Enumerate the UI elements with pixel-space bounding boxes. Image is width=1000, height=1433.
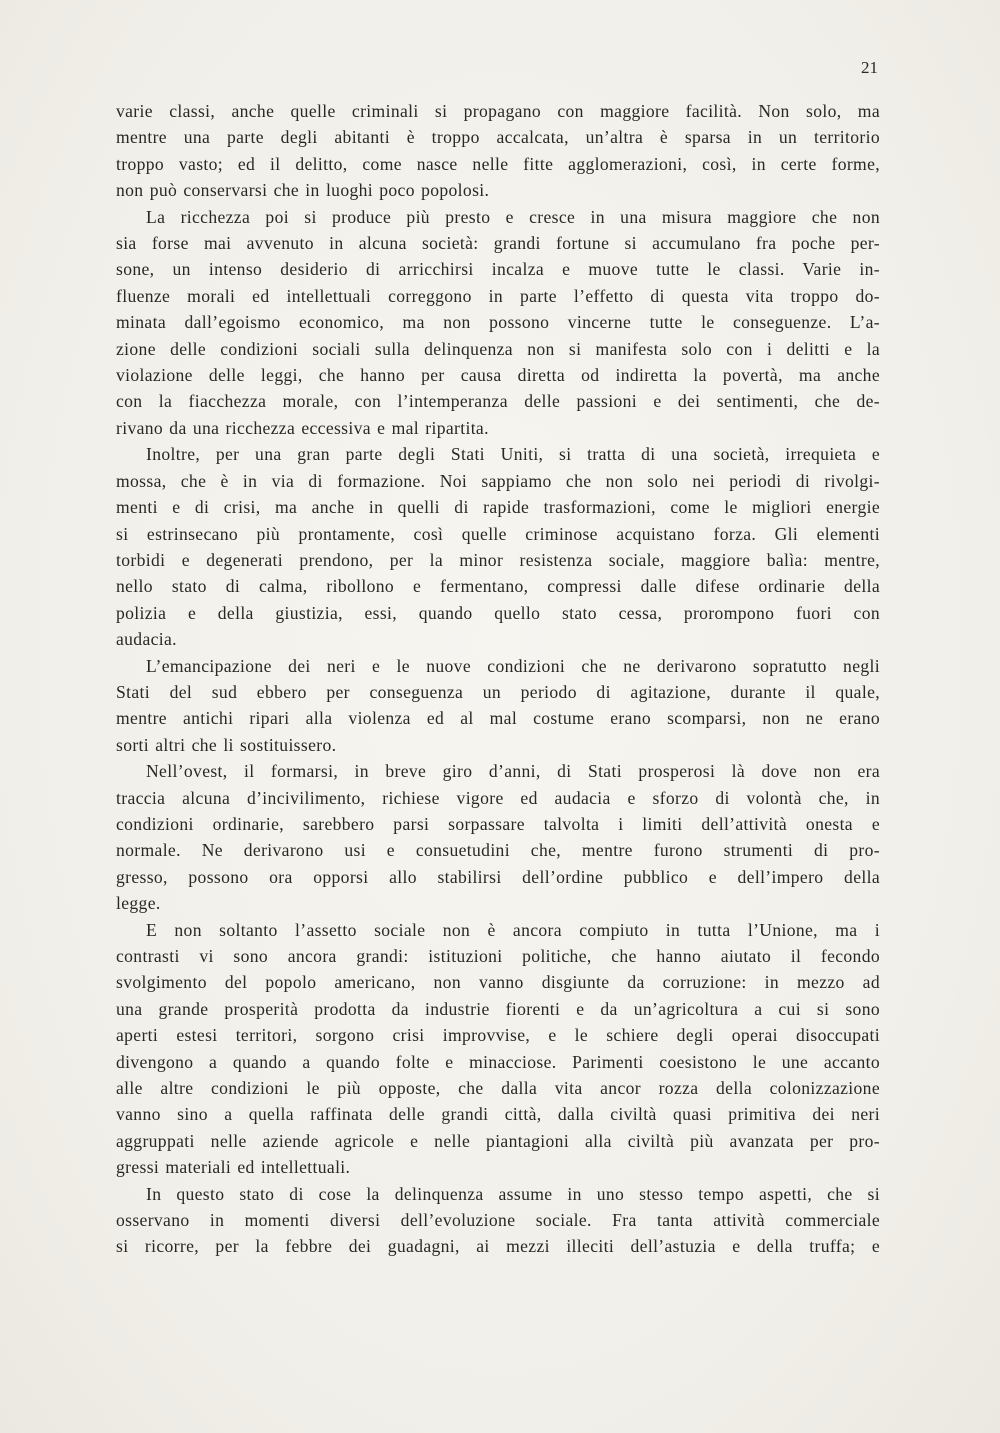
text-line: contrasti vi sono ancora grandi: istituzioni politiche, che hanno aiutato il fecondo — [116, 946, 880, 966]
text-line: sorti altri che li sostituissero. — [116, 734, 337, 755]
text-line: zione delle condizioni sociali sulla delinquenza non si manifesta solo con i delitti e la — [116, 338, 880, 359]
text-line: traccia alcuna d’incivilimento, richiese vigore ed audacia e sforzo di volontà che, in — [116, 787, 880, 808]
text-line: La ricchezza poi si produce più presto e cresce in una misura maggiore che non — [146, 206, 880, 227]
text-line: non può conservarsi che in luoghi poco popolosi. — [116, 180, 490, 201]
text-line: vanno sino a quella raffinata delle grandi città, dalla civiltà quasi primitiva dei neri — [116, 1104, 880, 1125]
text-line: sone, un intenso desiderio di arricchirsi incalza e muove tutte le classi. Varie in- — [116, 259, 880, 280]
text-line: nello stato di calma, ribollono e fermentano, compressi dalle difese ordinarie della — [116, 576, 880, 597]
paragraph — [116, 441, 880, 652]
text-line: polizia e della giustizia, essi, quando quello stato cessa, prorompono fuori con — [116, 602, 880, 623]
text-line: audacia. — [116, 629, 177, 650]
paragraph — [116, 98, 880, 204]
text-line: In questo stato di cose la delinquenza assume in uno stesso tempo aspetti, che si — [146, 1183, 880, 1204]
text-line: troppo vasto; ed il delitto, come nasce nelle fitte agglomerazioni, così, in certe forme, — [116, 153, 880, 174]
text-line: violazione delle leggi, che hanno per causa diretta od indiretta la povertà, ma anche — [116, 365, 880, 386]
text-line: normale. Ne derivarono usi e consuetudini che, mentre furono strumenti di pro- — [116, 840, 880, 861]
text-line: sia forse mai avvenuto in alcuna società: grandi fortune si accumulano fra poche per- — [116, 233, 880, 254]
text-line: condizioni ordinarie, sarebbero parsi sorpassare talvolta i limiti dell’attività onesta e — [116, 813, 880, 834]
text-line: varie classi, anche quelle criminali si propagano con maggiore facilità. Non solo, ma — [116, 101, 880, 121]
text-line: Inoltre, per una gran parte degli Stati Uniti, si tratta di una società, irrequieta e — [146, 444, 880, 465]
text-line: una grande prosperità prodotta da industrie fiorenti e da un’agricoltura a cui si sono — [116, 998, 880, 1019]
text-line: alle altre condizioni le più opposte, che dalla vita ancor rozza della colonizzazione — [116, 1078, 880, 1099]
text-line: minata dall’egoismo economico, ma non possono vincerne tutte le conseguenze. L’a- — [116, 312, 880, 333]
text-line: aperti estesi territori, sorgono crisi improvvise, e le schiere degli operai disoccupati — [116, 1025, 880, 1046]
text-line: E non soltanto l’assetto sociale non è ancora compiuto in tutta l’Unione, ma i — [146, 919, 880, 940]
text-line: Stati del sud ebbero per conseguenza un periodo di agitazione, durante il quale, — [116, 681, 880, 702]
text-line: Nell’ovest, il formarsi, in breve giro d’anni, di Stati prosperosi là dove non era — [146, 761, 880, 782]
page-number: 21 — [861, 58, 878, 77]
text-line: L’emancipazione dei neri e le nuove condizioni che ne derivarono sopratutto negli — [146, 655, 880, 676]
body-text — [116, 98, 880, 1260]
text-line: aggruppati nelle aziende agricole e nelle piantagioni alla civiltà più avanzata per pro- — [116, 1130, 880, 1151]
text-line: mossa, che è in via di formazione. Noi sappiamo che non solo nei periodi di rivolgi- — [116, 470, 880, 491]
text-line: fluenze morali ed intellettuali correggono in parte l’effetto di questa vita troppo do- — [116, 285, 880, 306]
text-line: mentre antichi ripari alla violenza ed al mal costume erano scomparsi, non ne erano — [116, 708, 880, 729]
text-line: torbidi e degenerati prendono, per la minor resistenza sociale, maggiore balìa: mentre, — [116, 549, 880, 570]
paragraph — [116, 1181, 880, 1260]
text-line: si estrinsecano più prontamente, così quelle criminose acquistano forza. Gli elementi — [116, 523, 880, 544]
paragraph — [116, 758, 880, 916]
text-line: si ricorre, per la febbre dei guadagni, ai mezzi illeciti dell’astuzia e della truffa; e — [116, 1236, 880, 1257]
text-line: mentre una parte degli abitanti è troppo accalcata, un’altra è sparsa in un territorio — [116, 127, 880, 148]
text-line: con la fiacchezza morale, con l’intemperanza delle passioni e dei sentimenti, che de- — [116, 391, 880, 412]
text-line: gresso, possono ora opporsi allo stabilirsi dell’ordine pubblico e dell’impero della — [116, 866, 880, 887]
paragraph — [116, 204, 880, 442]
text-line: svolgimento del popolo americano, non vanno disgiunte da corruzione: in mezzo ad — [116, 972, 880, 993]
text-line: legge. — [116, 893, 161, 914]
text-line: divengono a quando a quando folte e minacciose. Parimenti coesistono le une accanto — [116, 1051, 880, 1072]
text-line: osservano in momenti diversi dell’evoluzione sociale. Fra tanta attività commerciale — [116, 1210, 880, 1231]
text-line: gressi materiali ed intellettuali. — [116, 1157, 351, 1178]
paragraph — [116, 653, 880, 759]
text-line: menti e di crisi, ma anche in quelli di rapide trasformazioni, come le migliori energie — [116, 497, 880, 518]
text-line: rivano da una ricchezza eccessiva e mal ripartita. — [116, 417, 489, 438]
paragraph — [116, 917, 880, 1181]
